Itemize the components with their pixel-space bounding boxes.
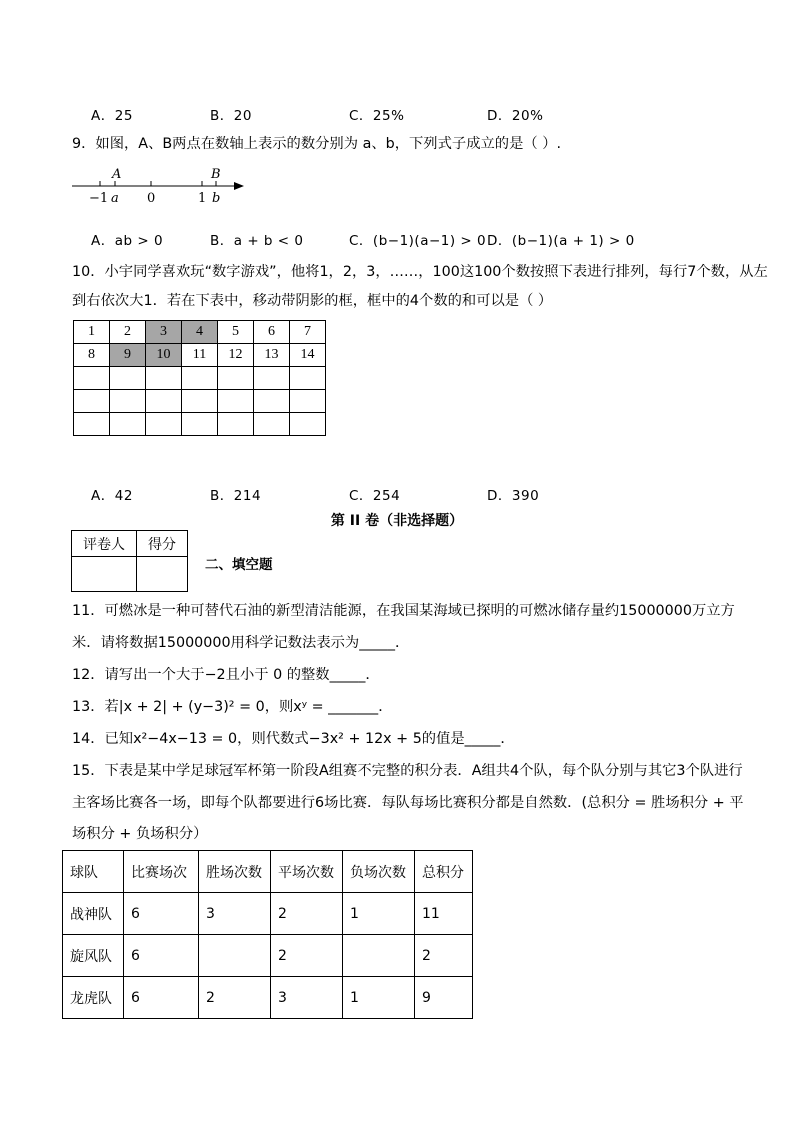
team-cell: 旋风队 bbox=[63, 935, 124, 977]
header-cell: 比赛场次 bbox=[124, 851, 199, 893]
q15-line1: 15．下表是某中学足球冠军杯第一阶段A组赛不完整的积分表．A组共4个队，每个队分别与其它3个队进行 bbox=[72, 763, 743, 779]
number-grid bbox=[73, 320, 326, 436]
table-row bbox=[63, 977, 473, 1019]
value-cell bbox=[199, 935, 271, 977]
grid-cell: 12 bbox=[218, 344, 254, 367]
q14-text: 14．已知x²−4x−13 = 0，则代数式−3x² + 12x + 5的值是_____． bbox=[72, 731, 515, 747]
header-cell: 胜场次数 bbox=[199, 851, 271, 893]
q8-option-d: D．20% bbox=[487, 108, 544, 124]
grid-cell: 5 bbox=[218, 321, 254, 344]
header-cell: 平场次数 bbox=[271, 851, 343, 893]
q15-line2: 主客场比赛各一场，即每个队都要进行6场比赛．每队每场比赛积分都是自然数．(总积分 = 胜场积分 + 平 bbox=[72, 795, 744, 811]
grid-cell-shaded: 10 bbox=[146, 344, 182, 367]
q12-text: 12．请写出一个大于−2且小于 0 的整数_____． bbox=[72, 667, 380, 683]
arrow-icon bbox=[234, 182, 244, 190]
value-cell: 11 bbox=[415, 893, 473, 935]
value-cell: 2 bbox=[271, 935, 343, 977]
grid-cell: 13 bbox=[254, 344, 290, 367]
value-cell: 3 bbox=[271, 977, 343, 1019]
grid-row bbox=[74, 321, 326, 344]
grader-score-box bbox=[71, 530, 188, 592]
q9-stem: 9．如图，A、B两点在数轴上表示的数分别为 a、b，下列式子成立的是（ ）. bbox=[72, 136, 562, 152]
grid-cell: 14 bbox=[290, 344, 326, 367]
value-cell: 9 bbox=[415, 977, 473, 1019]
label-0: 0 bbox=[147, 191, 156, 206]
part-heading: 二、填空题 bbox=[205, 557, 273, 573]
q9-option-b: B．a + b < 0 bbox=[210, 233, 304, 249]
label-neg1: −1 bbox=[89, 191, 109, 206]
point-b-label: B bbox=[211, 167, 221, 182]
q10-option-d: D．390 bbox=[487, 488, 540, 504]
grid-row bbox=[74, 367, 326, 390]
value-cell: 6 bbox=[124, 893, 199, 935]
value-cell: 6 bbox=[124, 935, 199, 977]
table-row bbox=[63, 893, 473, 935]
grid-cell-shaded: 3 bbox=[146, 321, 182, 344]
q11-line1: 11．可燃冰是一种可替代石油的新型清洁能源，在我国某海域已探明的可燃冰储存量约15000000万立方 bbox=[72, 603, 735, 619]
q9-option-c: C．(b−1)(a−1) > 0 bbox=[349, 233, 487, 249]
label-1: 1 bbox=[198, 191, 207, 206]
header-cell: 球队 bbox=[63, 851, 124, 893]
value-cell: 6 bbox=[124, 977, 199, 1019]
grid-cell-shaded: 9 bbox=[110, 344, 146, 367]
grid-cell: 6 bbox=[254, 321, 290, 344]
grader-cell bbox=[72, 557, 137, 592]
grid-row bbox=[74, 413, 326, 436]
grid-row bbox=[74, 344, 326, 367]
point-a-label: A bbox=[112, 167, 122, 182]
q8-option-a: A．25 bbox=[91, 108, 133, 124]
grid-cell: 8 bbox=[74, 344, 110, 367]
score-cell bbox=[137, 557, 188, 592]
q10-option-b: B．214 bbox=[210, 488, 262, 504]
team-cell: 龙虎队 bbox=[63, 977, 124, 1019]
value-cell: 2 bbox=[415, 935, 473, 977]
q10-option-a: A．42 bbox=[91, 488, 133, 504]
value-cell: 1 bbox=[343, 893, 415, 935]
q15-line3: 场积分 + 负场积分） bbox=[72, 826, 208, 842]
value-cell: 2 bbox=[271, 893, 343, 935]
q9-option-a: A．ab > 0 bbox=[91, 233, 164, 249]
header-cell: 负场次数 bbox=[343, 851, 415, 893]
grid-row bbox=[74, 390, 326, 413]
standings-table bbox=[62, 850, 473, 1019]
value-cell: 1 bbox=[343, 977, 415, 1019]
header-cell: 总积分 bbox=[415, 851, 473, 893]
q10-option-c: C．254 bbox=[349, 488, 401, 504]
standings-header-row bbox=[63, 851, 473, 893]
section-title: 第 II 卷（非选择题） bbox=[330, 513, 464, 529]
q11-line2: 米．请将数据15000000用科学记数法表示为_____． bbox=[72, 635, 410, 651]
grid-cell: 11 bbox=[182, 344, 218, 367]
q13-text: 13．若|x + 2| + (y−3)² = 0，则xʸ = _______． bbox=[72, 699, 393, 715]
q8-option-c: C．25% bbox=[349, 108, 405, 124]
grid-cell: 2 bbox=[110, 321, 146, 344]
value-cell: 3 bbox=[199, 893, 271, 935]
team-cell: 战神队 bbox=[63, 893, 124, 935]
table-row bbox=[63, 935, 473, 977]
q8-option-b: B．20 bbox=[210, 108, 252, 124]
grid-cell-shaded: 4 bbox=[182, 321, 218, 344]
value-cell bbox=[343, 935, 415, 977]
number-line-figure bbox=[68, 164, 248, 208]
label-b: b bbox=[212, 191, 221, 206]
q9-option-d: D．(b−1)(a + 1) > 0 bbox=[487, 233, 635, 249]
q10-stem-line2: 到右依次大1．若在下表中，移动带阴影的框，框中的4个数的和可以是（ ） bbox=[72, 293, 553, 309]
grader-label: 评卷人 bbox=[72, 531, 137, 557]
grid-cell: 7 bbox=[290, 321, 326, 344]
q10-stem-line1: 10．小宇同学喜欢玩“数字游戏”，他将1，2，3，……，100这100个数按照下表进行排列，每行7个数，从左 bbox=[72, 264, 768, 280]
value-cell: 2 bbox=[199, 977, 271, 1019]
score-label: 得分 bbox=[137, 531, 188, 557]
grid-cell: 1 bbox=[74, 321, 110, 344]
label-a: a bbox=[111, 191, 119, 206]
